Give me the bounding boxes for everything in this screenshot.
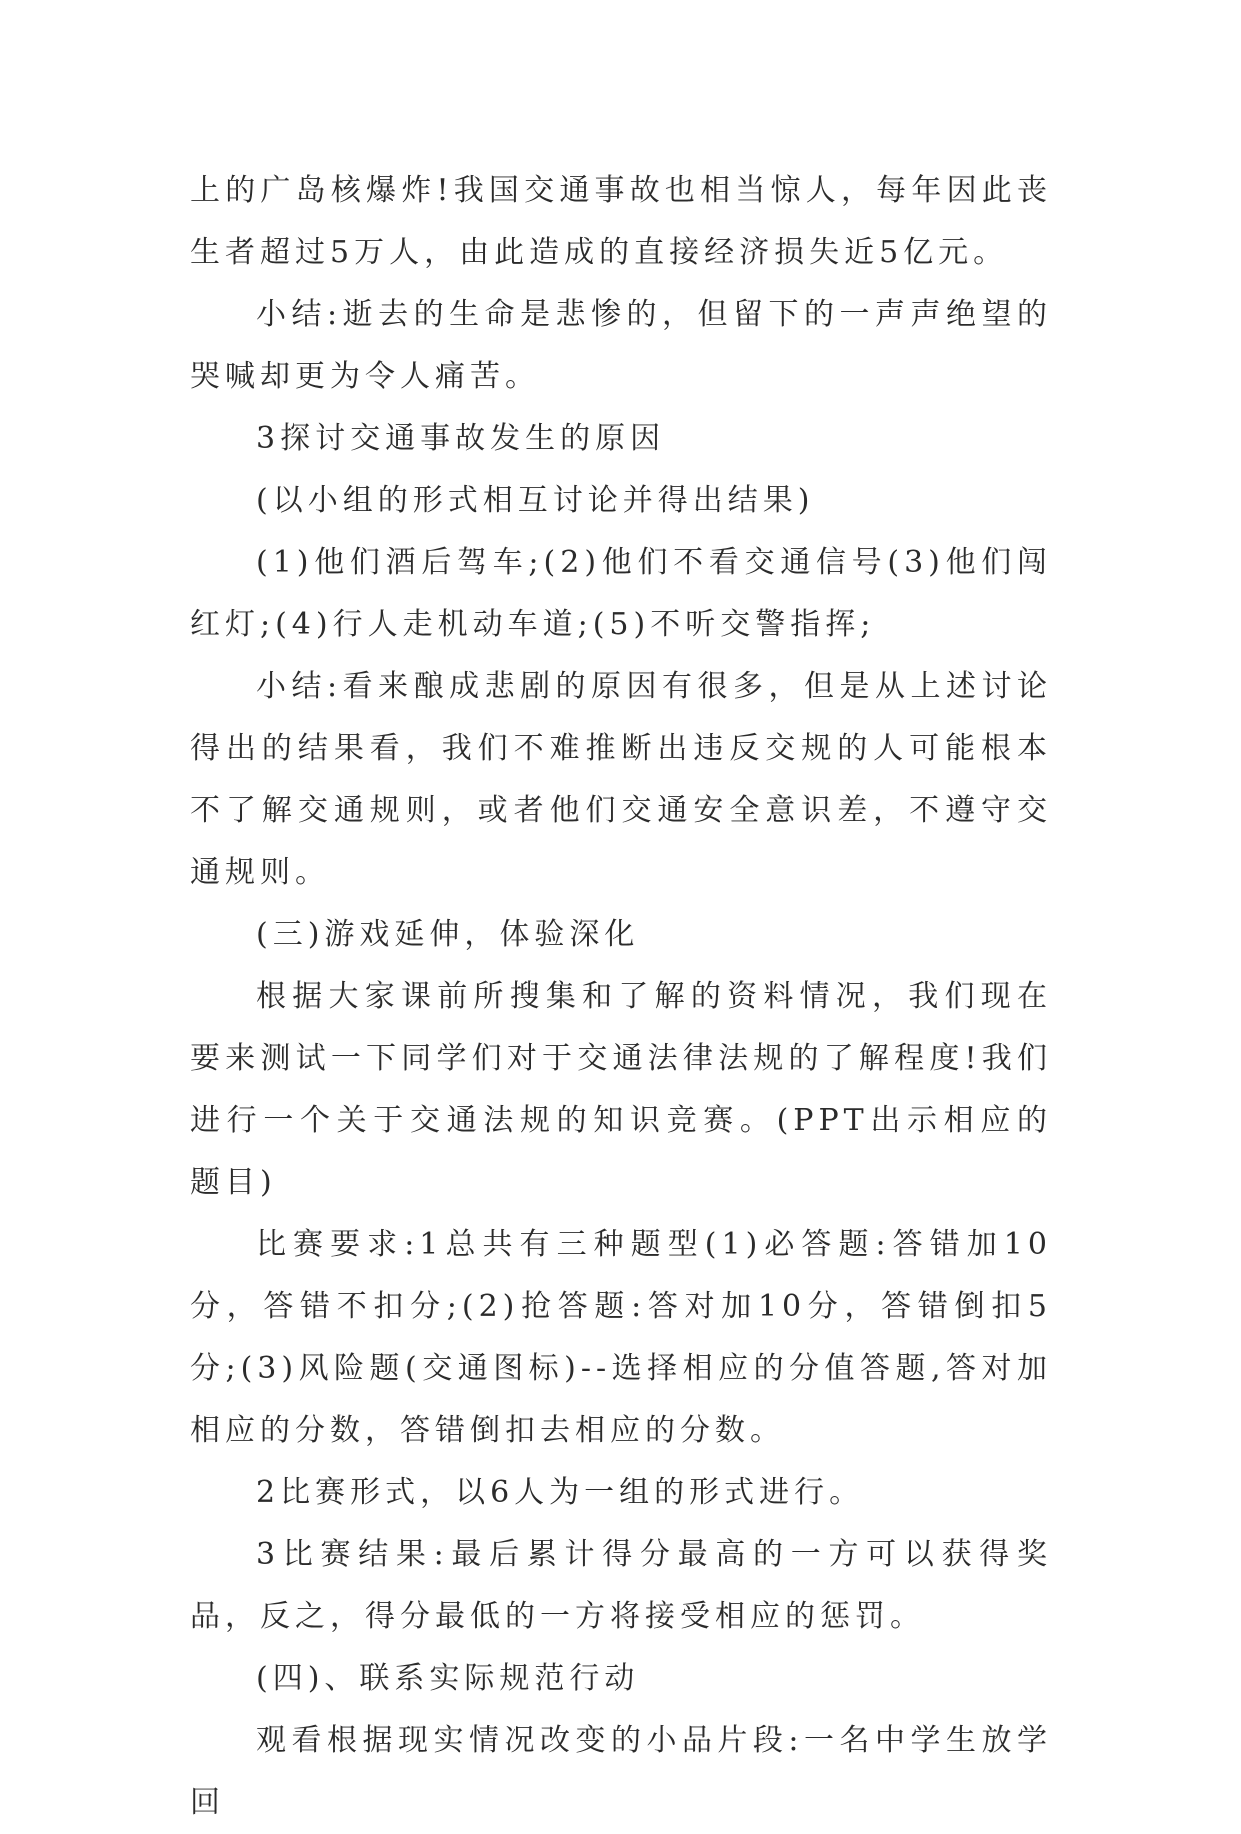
paragraph: (以小组的形式相互讨论并得出结果) [256, 483, 815, 518]
section-heading: (四)、联系实际规范行动 [256, 1661, 640, 1696]
section-heading: (三)游戏延伸，体验深化 [256, 917, 640, 952]
section-heading: 3探讨交通事故发生的原因 [256, 421, 666, 456]
paragraph: 观看根据现实情况改变的小品片段:一名中学生放学回 [190, 1723, 1052, 1820]
paragraph: 比赛要求:1总共有三种题型(1)必答题:答错加10分，答错不扣分;(2)抢答题:答对加10分，答错倒扣5分;(3)风险题(交通图标)--选择相应的分值答题,答对加相应的分数，答错倒扣去相应的分数。 [190, 1227, 1052, 1448]
paragraph: (1)他们酒后驾车;(2)他们不看交通信号(3)他们闯红灯;(4)行人走机动车道;(5)不听交警指挥; [190, 545, 1052, 642]
paragraph: 2比赛形式，以6人为一组的形式进行。 [256, 1475, 865, 1510]
paragraph: 小结:看来酿成悲剧的原因有很多，但是从上述讨论得出的结果看，我们不难推断出违反交规的人可能根本不了解交通规则，或者他们交通安全意识差，不遵守交通规则。 [190, 669, 1052, 890]
paragraph: 根据大家课前所搜集和了解的资料情况，我们现在要来测试一下同学们对于交通法律法规的了解程度!我们进行一个关于交通法规的知识竞赛。(PPT出示相应的题目) [190, 979, 1052, 1200]
document-body [190, 160, 1052, 1834]
paragraph: 上的广岛核爆炸!我国交通事故也相当惊人，每年因此丧生者超过5万人，由此造成的直接经济损失近5亿元。 [190, 173, 1052, 270]
paragraph: 小结:逝去的生命是悲惨的，但留下的一声声绝望的哭喊却更为令人痛苦。 [190, 297, 1052, 394]
paragraph: 3比赛结果:最后累计得分最高的一方可以获得奖品，反之，得分最低的一方将接受相应的惩罚。 [190, 1537, 1052, 1634]
